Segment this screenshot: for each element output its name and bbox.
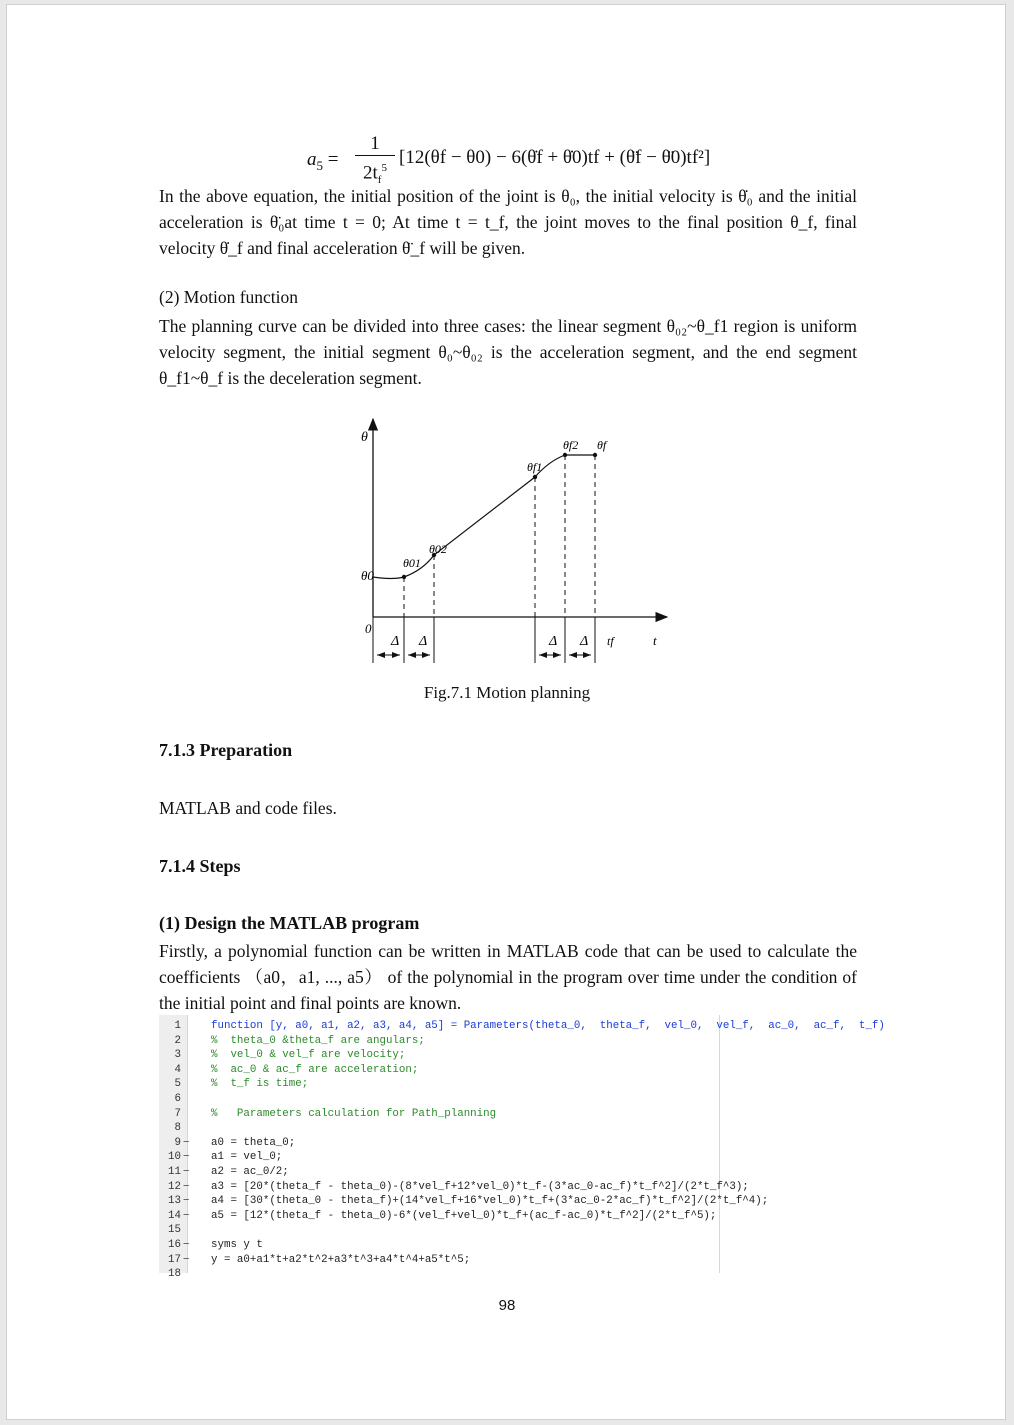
section-714-heading: 7.1.4 Steps <box>159 856 241 876</box>
line-number: 5 <box>174 1078 181 1091</box>
preparation-text: MATLAB and code files. <box>159 798 337 818</box>
breakpoint-dash[interactable]: − <box>183 1151 190 1164</box>
label-thetaf: θf <box>597 438 607 452</box>
paragraph-planning-curve: The planning curve can be divided into three cases: the linear segment θ₀₂~θ_f1 region is uniform velocity segment, the initial segment θ₀~θ₀₂ is the acceleration segment, and the end segment θ_f1~θ_f is the deceleration segment. <box>159 316 857 388</box>
delta-label: Δ <box>549 634 558 649</box>
code-line <box>159 1048 859 1063</box>
code-line <box>159 1150 859 1165</box>
eq-frac-den: 2t <box>363 162 378 184</box>
code-text: % ac_0 & ac_f are acceleration; <box>211 1063 419 1076</box>
breakpoint-dash[interactable]: − <box>183 1253 190 1266</box>
code-text: % vel_0 & vel_f are velocity; <box>211 1049 406 1062</box>
code-line <box>159 1267 859 1282</box>
label-thetaf2: θf2 <box>563 438 579 452</box>
line-number: 14 <box>168 1209 181 1222</box>
line-number: 1 <box>174 1020 181 1032</box>
code-text: function [y, a0, a1, a2, a3, a4, a5] = Parameters(theta_0, theta_f, vel_0, vel_f, ac_0, ac_f, t_f) <box>211 1020 885 1032</box>
eq-lhs-sub: 5 <box>316 157 323 173</box>
breakpoint-dash[interactable]: − <box>183 1136 190 1149</box>
breakpoint-dash[interactable]: − <box>183 1180 190 1193</box>
code-line <box>159 1034 859 1049</box>
code-text: a2 = ac_0/2; <box>211 1166 289 1178</box>
line-number: 7 <box>174 1107 181 1120</box>
tf-label: tf <box>607 634 614 648</box>
line-number: 4 <box>174 1063 181 1076</box>
line-number: 6 <box>174 1093 181 1105</box>
line-number: 2 <box>174 1034 181 1047</box>
line-number: 12 <box>168 1180 181 1193</box>
code-line <box>159 1238 859 1253</box>
code-line <box>159 1077 859 1092</box>
breakpoint-dash[interactable]: − <box>183 1209 190 1222</box>
code-text: syms y t <box>211 1239 263 1251</box>
line-number: 18 <box>168 1268 181 1281</box>
eq-lhs: a <box>307 149 317 170</box>
label-theta02: θ02 <box>429 542 447 556</box>
step1-paragraph: Firstly, a polynomial function can be written in MATLAB code that can be used to calculate the coefficients （a0，a1, ..., a5） of the polynomial in the program over time under the condition of the initial point and final points are known. <box>159 941 857 1013</box>
code-text: a1 = vel_0; <box>211 1151 283 1164</box>
origin-label: 0 <box>365 621 372 636</box>
eq-frac-den-sub: f <box>377 174 382 187</box>
code-line <box>159 1253 859 1268</box>
label-theta01: θ01 <box>403 556 421 570</box>
code-line <box>159 1107 859 1122</box>
eq-body: [12(θf − θ0) − 6(θ̇f + θ̇0)tf + (θ̈f − θ̈0)tf²] <box>399 147 711 168</box>
code-line <box>159 1223 859 1238</box>
section-713-heading: 7.1.3 Preparation <box>159 740 293 760</box>
label-thetaf1: θf1 <box>527 460 543 474</box>
code-line <box>159 1063 859 1078</box>
code-line <box>159 1136 859 1151</box>
eq-frac-num: 1 <box>355 133 395 156</box>
document-page <box>6 4 1006 1420</box>
line-number: 9 <box>174 1136 181 1149</box>
code-text: % t_f is time; <box>211 1078 309 1091</box>
code-line <box>159 1121 859 1136</box>
line-number: 15 <box>168 1224 181 1237</box>
code-line <box>159 1092 859 1107</box>
breakpoint-dash[interactable]: − <box>183 1195 190 1208</box>
code-text: % Parameters calculation for Path_planning <box>211 1107 497 1120</box>
code-text: a4 = [30*(theta_0 - theta_f)+(14*vel_f+16*vel_0)*t_f+(3*ac_0-2*ac_f)*t_f^2]/(2*t_f^4); <box>211 1195 769 1208</box>
paragraph-initial-conditions: In the above equation, the initial position of the joint is θ₀, the initial velocity is θ̇₀ and the initial acceleration is θ̈₀at time t = 0; At time t = t_f, the joint moves to the final position θ_f, final velocity θ̇_f and final acceleration θ̈_f will be given. <box>159 186 857 258</box>
figure-caption: Fig.7.1 Motion planning <box>423 683 591 702</box>
line-number: 16 <box>168 1239 181 1251</box>
code-line <box>159 1165 859 1180</box>
page-number: 98 <box>498 1297 516 1314</box>
code-text: a5 = [12*(theta_f - theta_0)-6*(vel_f+vel_0)*t_f+(ac_f-ac_0)*t_f^2]/(2*t_f^5); <box>211 1209 717 1222</box>
line-number: 17 <box>168 1253 181 1266</box>
code-text: a3 = [20*(theta_f - theta_0)-(8*vel_f+12*vel_0)*t_f-(3*ac_0-ac_f)*t_f^2]/(2*t_f^3); <box>211 1180 749 1193</box>
code-line <box>159 1019 885 1034</box>
delta-label: Δ <box>391 634 400 649</box>
equation-a5: $a_5$ = 1 $2t_f^5$ [12(θf − θ0) − 6(θ̇f + θ̇0)tf + (θ̈f − θ̈0)tf²] <box>307 133 711 187</box>
delta-label: Δ <box>580 634 589 649</box>
line-number: 13 <box>168 1195 181 1208</box>
breakpoint-dash[interactable]: − <box>183 1166 190 1178</box>
y-axis-label: θ <box>361 430 368 445</box>
code-line <box>159 1194 859 1209</box>
motion-planning-figure <box>337 405 677 675</box>
label-theta0: θ0 <box>361 568 374 583</box>
x-axis-label: t <box>653 633 657 648</box>
eq-frac-den-sup: 5 <box>381 162 387 174</box>
line-number: 8 <box>174 1122 181 1135</box>
line-number: 10 <box>168 1151 181 1164</box>
line-number: 3 <box>174 1049 181 1062</box>
matlab-code-block <box>159 1015 885 1281</box>
line-number: 11 <box>168 1166 181 1178</box>
step1-heading: (1) Design the MATLAB program <box>159 913 420 933</box>
code-text: y = a0+a1*t+a2*t^2+a3*t^3+a4*t^4+a5*t^5; <box>211 1253 471 1266</box>
code-text: % theta_0 &theta_f are angulars; <box>211 1034 425 1047</box>
motion-function-heading: (2) Motion function <box>159 287 299 307</box>
code-line <box>159 1209 859 1224</box>
code-line <box>159 1180 859 1195</box>
breakpoint-dash[interactable]: − <box>183 1239 190 1251</box>
delta-label: Δ <box>419 634 428 649</box>
code-text: a0 = theta_0; <box>211 1136 296 1149</box>
